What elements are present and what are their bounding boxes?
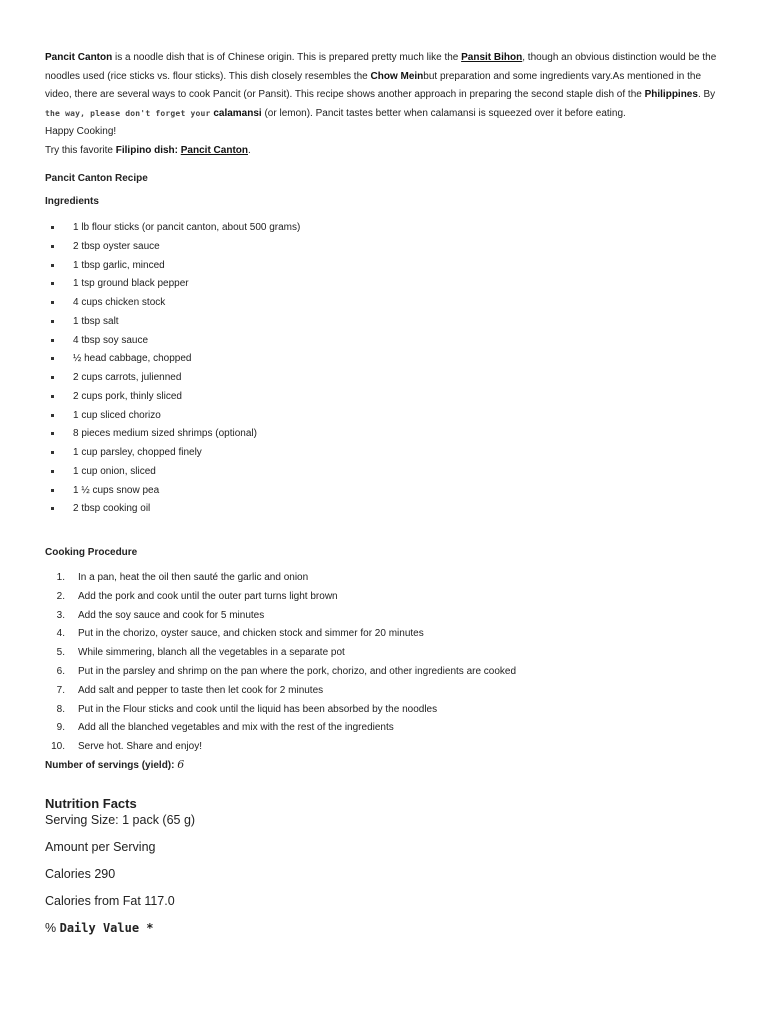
servings-label: Number of servings (yield): (45, 760, 175, 771)
step-number: 5. (56, 647, 65, 659)
ingredient-text: 2 tbsp oyster sauce (73, 240, 160, 252)
intro-text-2: , though an obvious distinction would be the noodles used (rice sticks vs. flour sticks). This dish closely resembles the (45, 52, 717, 82)
step-number: 4. (56, 628, 65, 640)
step-text: In a pan, heat the oil then sauté the garlic and onion (78, 572, 309, 583)
bullet-icon (51, 339, 54, 342)
nutrition-facts (45, 796, 195, 936)
procedure-step (45, 701, 516, 720)
ingredient-text: 1 cup parsley, chopped finely (73, 447, 202, 458)
procedure-list (45, 569, 516, 757)
procedure-step (45, 719, 516, 738)
ingredient-text: ½ head cabbage, chopped (73, 353, 192, 365)
intro-text-4: . By (697, 89, 716, 100)
ingredient-text: 4 cups chicken stock (73, 297, 166, 308)
dv-prefix: % (45, 921, 60, 935)
bullet-icon (51, 507, 54, 510)
step-number: 9. (56, 722, 65, 734)
bullet-icon (51, 301, 54, 304)
bullet-icon (51, 320, 54, 323)
try-text: Try this favorite (45, 144, 116, 156)
bullet-icon (51, 414, 54, 417)
calories: Calories 290 (45, 867, 116, 881)
ingredient-text: 2 cups pork, thinly sliced (73, 390, 182, 402)
ingredient-item (45, 257, 300, 276)
ingredient-item (45, 219, 300, 238)
ingredient-item (45, 482, 300, 501)
pansit-bihon-link[interactable]: Pansit Bihon (461, 52, 523, 63)
step-number: 7. (56, 684, 65, 696)
procedure-step (45, 644, 516, 663)
filipino-dish-bold: Filipino dish: (115, 144, 178, 156)
procedure-step (45, 569, 516, 588)
procedure-step (45, 738, 516, 757)
ingredient-item (45, 369, 300, 388)
ingredient-text: 2 cups carrots, julienned (73, 372, 182, 383)
chow-mein-bold: Chow Mein (370, 70, 424, 82)
step-text: Add the soy sauce and cook for 5 minutes (78, 609, 265, 621)
step-number: 1. (56, 572, 65, 583)
step-text: Put in the parsley and shrimp on the pan where the pork, chorizo, and other ingredients are cooked (78, 665, 517, 677)
recipe-article (45, 49, 725, 935)
bullet-icon (51, 489, 54, 492)
step-number: 10. (51, 741, 65, 753)
ingredient-text: 1 tsp ground black pepper (73, 278, 189, 290)
ingredient-item (45, 294, 300, 313)
bullet-icon (51, 245, 54, 248)
ingredient-item (45, 275, 300, 294)
step-text: While simmering, blanch all the vegetables in a separate pot (78, 647, 345, 659)
bullet-icon (51, 451, 54, 454)
serving-size: Serving Size: 1 pack (65 g) (45, 813, 196, 827)
bullet-icon (51, 395, 54, 398)
ingredient-text: 1 cup onion, sliced (73, 465, 156, 477)
ingredient-text: 1 ½ cups snow pea (73, 484, 160, 496)
try-dish-line (45, 142, 725, 161)
bullet-icon (51, 226, 54, 229)
try-period: . (248, 144, 251, 156)
ingredient-item (45, 500, 300, 519)
dv-label: Daily Value * (59, 921, 154, 935)
calamansi-bold: calamansi (213, 107, 262, 119)
ingredients-list (45, 219, 300, 519)
pancit-canton-link[interactable]: Pancit Canton (180, 144, 248, 156)
procedure-step (45, 607, 516, 626)
step-text: Put in the Flour sticks and cook until the liquid has been absorbed by the noodles (78, 703, 438, 715)
procedure-step (45, 663, 516, 682)
step-number: 3. (56, 609, 65, 621)
intro-odd-font-text: the way, please don't forget your (45, 108, 211, 118)
servings-line (45, 758, 184, 771)
ingredient-text: 2 tbsp cooking oil (73, 503, 151, 515)
daily-value-heading (45, 920, 195, 936)
step-text: Add all the blanched vegetables and mix with the rest of the ingredients (78, 722, 394, 734)
ingredient-item (45, 313, 300, 332)
procedure-heading: Cooking Procedure (45, 547, 138, 558)
bullet-icon (51, 264, 54, 267)
intro-section (45, 49, 725, 160)
step-number: 2. (56, 590, 65, 602)
ingredient-item (45, 350, 300, 369)
amount-per-serving: Amount per Serving (45, 840, 156, 854)
ingredient-text: 8 pieces medium sized shrimps (optional) (73, 428, 257, 440)
ingredient-item (45, 238, 300, 257)
ingredient-item (45, 332, 300, 351)
intro-paragraph (45, 49, 725, 123)
step-text: Add salt and pepper to taste then let cook for 2 minutes (78, 684, 324, 696)
ingredient-item (45, 463, 300, 482)
ingredient-text: 1 lb flour sticks (or pancit canton, about 500 grams) (73, 222, 301, 233)
philippines-bold: Philippines (644, 89, 698, 100)
ingredients-heading: Ingredients (45, 196, 99, 207)
calories-from-fat: Calories from Fat 117.0 (45, 894, 175, 908)
ingredient-text: 4 tbsp soy sauce (73, 334, 149, 346)
procedure-step (45, 625, 516, 644)
ingredient-text: 1 cup sliced chorizo (73, 409, 161, 421)
intro-text-5: (or lemon). Pancit tastes better when calamansi is squeezed over it before eating. (261, 107, 626, 119)
pancit-canton-bold: Pancit Canton (45, 52, 113, 63)
bullet-icon (51, 357, 54, 360)
ingredient-text: 1 tbsp garlic, minced (73, 259, 165, 271)
nutrition-title: Nutrition Facts (45, 796, 137, 811)
recipe-title: Pancit Canton Recipe (45, 173, 148, 184)
ingredient-item (45, 388, 300, 407)
step-number: 6. (56, 665, 65, 677)
step-text: Put in the chorizo, oyster sauce, and chicken stock and simmer for 20 minutes (78, 628, 424, 640)
step-text: Serve hot. Share and enjoy! (78, 741, 202, 753)
bullet-icon (51, 282, 54, 285)
bullet-icon (51, 432, 54, 435)
intro-text-3: but preparation and some ingredients vary.As mentioned in the video, there are several ways to cook Pancit (or Pansit). This recipe shows another approach in preparing the second staple dish of the (45, 70, 702, 100)
ingredient-item (45, 407, 300, 426)
intro-text-1: is a noodle dish that is of Chinese origin. This is prepared pretty much like the (112, 52, 462, 63)
ingredient-item (45, 425, 300, 444)
procedure-step (45, 588, 516, 607)
step-text: Add the pork and cook until the outer part turns light brown (78, 590, 338, 602)
ingredient-item (45, 444, 300, 463)
servings-value: 6 (177, 758, 185, 771)
ingredient-text: 1 tbsp salt (73, 315, 119, 327)
step-number: 8. (56, 703, 65, 715)
happy-cooking: Happy Cooking! (45, 126, 117, 137)
bullet-icon (51, 470, 54, 473)
bullet-icon (51, 376, 54, 379)
procedure-step (45, 682, 516, 701)
